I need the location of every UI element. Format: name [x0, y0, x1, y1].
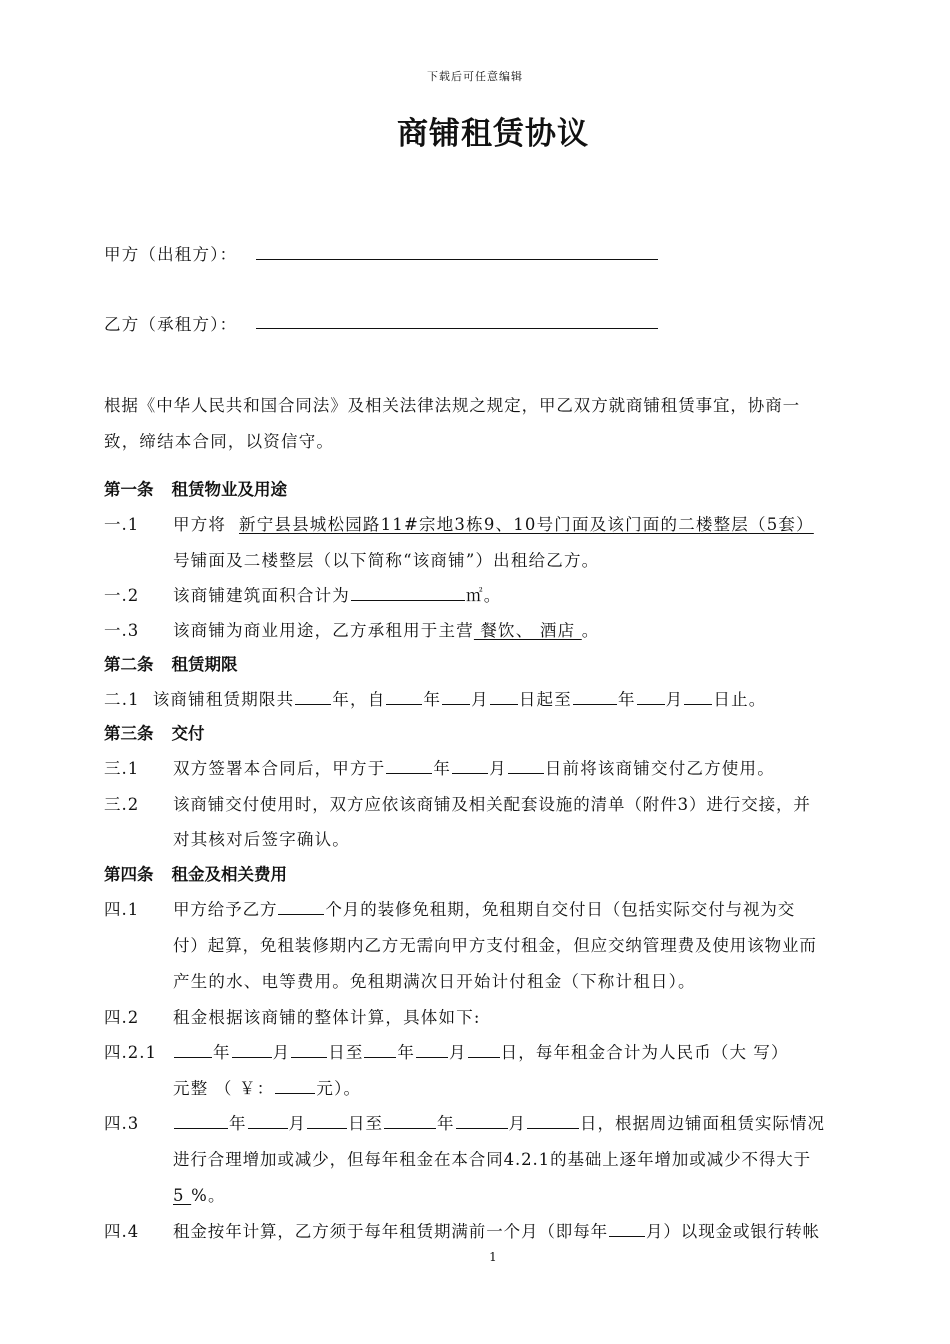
- clause-4-1-line-2: 付）起算，免租装修期内乙方无需向甲方支付租金，但应交纳管理费及使用该物业而: [173, 936, 817, 955]
- article-number: 第四条: [104, 865, 154, 884]
- start-day-blank[interactable]: [490, 688, 518, 706]
- clause-text: 元）。: [316, 1079, 362, 1098]
- rent-end-year-blank[interactable]: [364, 1041, 396, 1059]
- clause-number: 一.2: [104, 586, 140, 605]
- clause-text: 日，根据周边铺面租赁实际情况: [580, 1114, 825, 1133]
- clause-text: 日起至: [518, 690, 572, 709]
- delivery-month-blank[interactable]: [452, 757, 488, 775]
- clause-text: 日止。: [713, 690, 767, 709]
- clause-text: %。: [191, 1186, 226, 1205]
- clause-1-1-line-1: [173, 511, 814, 535]
- start-year-blank[interactable]: [386, 688, 422, 706]
- rent-free-months-blank[interactable]: [278, 898, 324, 916]
- article-number: 第二条: [104, 655, 154, 674]
- end-month-blank[interactable]: [637, 688, 665, 706]
- clause-text: 月: [272, 1043, 291, 1062]
- article-3-heading: [104, 720, 205, 744]
- adjust-end-year-blank[interactable]: [384, 1112, 436, 1130]
- clause-text: 月）以现金或银行转帐: [646, 1222, 820, 1241]
- clause-1-1-line-2: 号铺面及二楼整层（以下简称“该商铺”）出租给乙方。: [173, 551, 600, 570]
- adjust-start-month-blank[interactable]: [248, 1112, 288, 1130]
- delivery-day-blank[interactable]: [508, 757, 544, 775]
- clause-4-4-line-1: [173, 1218, 820, 1242]
- clause-text: 月: [489, 759, 507, 778]
- clause-4-2-1-line-1: [173, 1039, 789, 1063]
- article-number: 第三条: [104, 724, 154, 743]
- rent-start-day-blank[interactable]: [291, 1041, 327, 1059]
- clause-3-2-line-1: 该商铺交付使用时，双方应依该商铺及相关配套设施的清单（附件3）进行交接，并: [173, 795, 811, 814]
- clause-4-1-line-3: 产生的水、电等费用。免租期满次日开始计付租金（下称计租日）。: [173, 972, 696, 991]
- adjust-end-day-blank[interactable]: [527, 1112, 579, 1130]
- article-title: 租赁物业及用途: [171, 480, 287, 499]
- clause-text: 日，每年租金合计为人民币（大 写）: [500, 1043, 789, 1062]
- article-title: 租金及相关费用: [171, 865, 287, 884]
- page-header: 下载后可任意编辑: [427, 70, 523, 83]
- clause-text: 年: [397, 1043, 416, 1062]
- clause-text: 该商铺建筑面积合计为: [173, 586, 350, 605]
- article-1-heading: [104, 476, 287, 500]
- rent-end-day-blank[interactable]: [468, 1041, 500, 1059]
- clause-4-2: 租金根据该商铺的整体计算，具体如下:: [173, 1008, 481, 1027]
- clause-3-2-line-2: 对其核对后签字确认。: [173, 830, 350, 849]
- clause-text: 双方签署本合同后，甲方于: [173, 759, 386, 778]
- clause-text: 甲方将: [173, 515, 227, 534]
- clause-text: 年: [617, 690, 636, 709]
- clause-number: 四.1: [104, 900, 140, 919]
- rent-start-month-blank[interactable]: [232, 1041, 272, 1059]
- article-4-heading: [104, 861, 287, 885]
- document-title: 商铺租赁协议: [397, 116, 589, 152]
- clause-2-1: [104, 686, 766, 710]
- delivery-year-blank[interactable]: [386, 757, 432, 775]
- party-a-label: 甲方（出租方）：: [104, 245, 238, 264]
- article-2-heading: [104, 651, 238, 675]
- clause-text: 个月的装修免租期，免租期自交付日（包括实际交付与视为交: [325, 900, 796, 919]
- clause-text: 月: [665, 690, 684, 709]
- clause-number: 四.4: [104, 1222, 140, 1241]
- property-address[interactable]: 新宁县县城松园路11#宗地3栋9、10号门面及该门面的二楼整层（5套）: [239, 515, 814, 534]
- clause-text: 年: [423, 690, 442, 709]
- adjust-end-month-blank[interactable]: [456, 1112, 508, 1130]
- end-year-blank[interactable]: [573, 688, 617, 706]
- rent-amount-blank[interactable]: [275, 1077, 315, 1095]
- clause-number: 三.1: [104, 759, 140, 778]
- clause-4-3-line-3: [173, 1182, 226, 1206]
- clause-text: 月: [288, 1114, 306, 1133]
- clause-4-3-line-2: 进行合理增加或减少，但每年租金在本合同4.2.1的基础上逐年增加或减少不得大于: [173, 1150, 812, 1169]
- clause-text: 年: [229, 1114, 247, 1133]
- end-day-blank[interactable]: [684, 688, 712, 706]
- clause-text: 年，自: [332, 690, 386, 709]
- intro-line-2: 致，缔结本合同，以资信守。: [104, 432, 335, 451]
- max-change-percent[interactable]: 5: [173, 1186, 192, 1205]
- party-b-label: 乙方（承租方）：: [104, 315, 238, 334]
- article-title: 交付: [171, 724, 205, 743]
- intro-line-1: 根据《中华人民共和国合同法》及相关法律法规之规定，甲乙双方就商铺租赁事宜，协商一: [104, 396, 800, 415]
- rent-end-month-blank[interactable]: [416, 1041, 448, 1059]
- clause-text: 月: [449, 1043, 467, 1062]
- clause-text: 元整 （ ￥：: [173, 1079, 275, 1098]
- clause-text: 甲方给予乙方: [173, 900, 278, 919]
- clause-number: 一.3: [104, 621, 140, 640]
- clause-number: 二.1: [104, 690, 140, 709]
- clause-3-1: [173, 755, 775, 779]
- clause-number: 四.2.1: [104, 1043, 157, 1062]
- clause-text: 该商铺租赁期限共: [152, 690, 295, 709]
- adjust-start-day-blank[interactable]: [307, 1112, 347, 1130]
- clause-4-2-1-line-2: [173, 1075, 361, 1099]
- clause-number: 四.3: [104, 1114, 140, 1133]
- clause-4-1-line-1: [173, 896, 795, 920]
- clause-number: 一.1: [104, 515, 140, 534]
- start-month-blank[interactable]: [442, 688, 470, 706]
- party-a-blank[interactable]: [256, 259, 658, 260]
- clause-text: 租金按年计算，乙方须于每年租赁期满前一个月（即每年: [173, 1222, 608, 1241]
- clause-text: 月: [471, 690, 489, 709]
- adjust-start-year-blank[interactable]: [174, 1112, 228, 1130]
- party-b-blank[interactable]: [256, 328, 658, 329]
- clause-number: 三.2: [104, 795, 140, 814]
- business-use[interactable]: 餐饮、 酒店: [473, 621, 582, 640]
- clause-text: 日至: [328, 1043, 364, 1062]
- clause-text: 该商铺为商业用途，乙方承租用于主营: [173, 621, 474, 640]
- clause-text: 日前将该商铺交付乙方使用。: [544, 759, 775, 778]
- article-title: 租赁期限: [171, 655, 238, 674]
- clause-text: 年: [433, 759, 452, 778]
- page-number: 1: [489, 1250, 497, 1264]
- area-unit: ㎡。: [466, 586, 502, 605]
- payment-month-blank[interactable]: [609, 1220, 645, 1238]
- clause-text: 日至: [348, 1114, 383, 1133]
- clause-text: 月: [508, 1114, 526, 1133]
- clause-text: 年: [213, 1043, 231, 1062]
- clause-text: 年: [437, 1114, 455, 1133]
- clause-number: 四.2: [104, 1008, 140, 1027]
- article-number: 第一条: [104, 480, 154, 499]
- term-years-blank[interactable]: [295, 688, 331, 706]
- rent-start-year-blank[interactable]: [174, 1041, 212, 1059]
- clause-text: 。: [581, 621, 600, 640]
- clause-1-3: [173, 617, 599, 641]
- clause-1-2: [173, 582, 501, 606]
- clause-4-3-line-1: [173, 1110, 825, 1134]
- area-blank[interactable]: [351, 584, 465, 602]
